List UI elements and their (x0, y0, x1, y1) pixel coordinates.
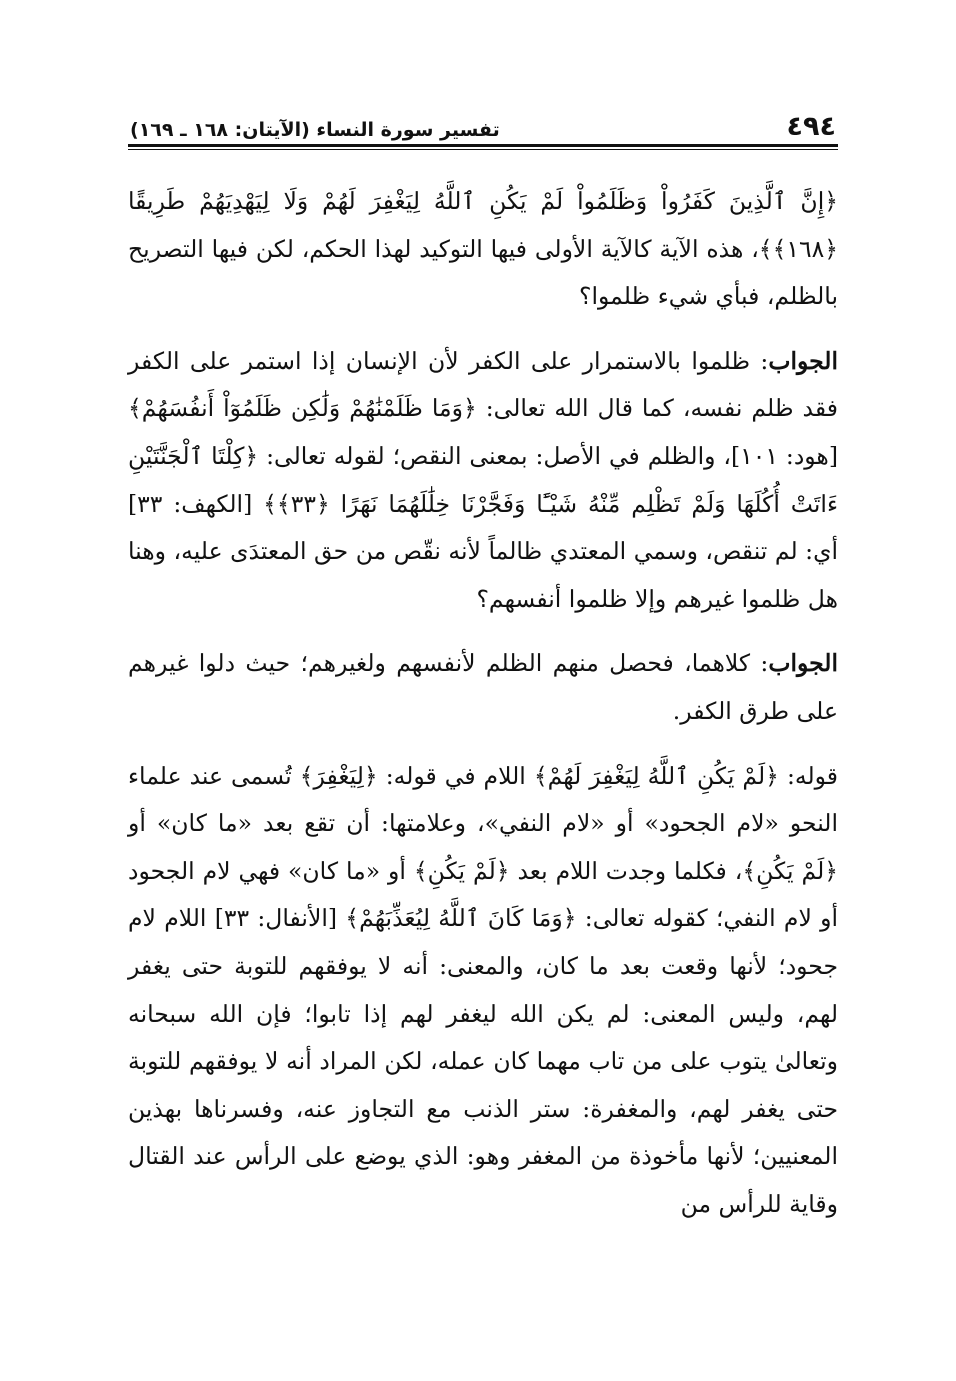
page-number: ٤٩٤ (786, 111, 836, 142)
quran-verse: ﴿وَمَا كَانَ ٱللَّهُ لِيُعَذِّبَهُمْ﴾ (345, 904, 577, 933)
quran-verse: ﴿لِيَغْفِرَ﴾ (299, 761, 378, 790)
quran-verse: ﴿وَمَا ظَلَمْنَٰهُمْ وَلَٰكِن ظَلَمُوٓاْ أَنفُسَهُمْ﴾ (128, 394, 477, 423)
answer-label: الجواب (768, 346, 838, 375)
quran-verse: ﴿كِلْتَا ٱلْجَنَّتَيْنِ ءَاتَتْ أُكُلَهَا وَلَمْ تَظْلِم مِّنْهُ شَيْـًٔا وَفَجَّرْنَا خِلَٰلَهُمَا نَهَرًا ﴿٣٣﴾﴾ (128, 441, 839, 518)
page-header (128, 96, 838, 144)
quran-verse: ﴿إِنَّ ٱلَّذِينَ كَفَرُواْ وَظَلَمُواْ لَمْ يَكُنِ ٱللَّهُ لِيَغْفِرَ لَهُمْ وَلَا لِيَهْدِيَهُمْ طَرِيقًا ﴿١٦٨﴾﴾ (128, 187, 838, 263)
body-text: تُسمى عند علماء النحو «لام الجحود» أو «لام النفي»، وعلامتها: أن تقع بعد «ما كان» أو (128, 761, 838, 838)
paragraph-1 (128, 178, 838, 321)
header-rule (128, 144, 838, 150)
paragraph-4 (128, 753, 838, 1229)
body-text: أو «ما كان» فهي لام الجحود أو لام النفي؛ كقوله تعالى: (128, 856, 838, 933)
body-text: : كلاهما، فحصل منهم الظلم لأنفسهم ولغيرهم؛ حيث دلوا غيرهم على طرق الكفر. (128, 649, 838, 725)
answer-label: الجواب (768, 649, 838, 678)
body-text: : ظلموا بالاستمرار على الكفر لأن الإنسان إذا استمر على الكفر فقد ظلم نفسه، كما قال الله تعالى: (128, 346, 838, 423)
quran-verse: ﴿لَمْ يَكُنِ﴾ (742, 856, 839, 885)
body-text: [هود: ١٠١]، والظلم في الأصل: بمعنى النقص؛ لقوله تعالى: (258, 441, 838, 470)
running-title: تفسير سورة النساء (الآيتان: ١٦٨ ـ ١٦٩) (130, 119, 500, 141)
paragraph-3 (128, 640, 838, 735)
body-text: قوله: (778, 761, 838, 790)
body-text: [الكهف: ٣٣] أي: لم تنقص، وسمي المعتدي ظالماً لأنه نقّص من حق المعتدَى عليه، وهنا هل ظلموا غيرهم وإلا ظلموا أنفسهم؟ (128, 489, 838, 613)
body-text: اللام في قوله: (377, 761, 534, 790)
paragraph-2 (128, 338, 838, 624)
body-text: ، هذه الآية كالآية الأولى فيها التوكيد لهذا الحكم، لكن فيها التصريح بالظلم، فبأي شيء ظلموا؟ (128, 234, 838, 311)
quran-verse: ﴿لَمْ يَكُنِ﴾ (413, 856, 510, 885)
body-text: ، فكلما وجدت اللام بعد (509, 856, 743, 885)
quran-verse: ﴿لَمْ يَكُنِ ٱللَّهُ لِيَغْفِرَ لَهُمْ﴾ (533, 761, 779, 790)
body-text: [الأنفال: ٣٣] اللام لام جحود؛ لأنها وقعت بعد ما كان، والمعنى: أنه لا يوفقهم للتوبة حتى يغفر لهم، وليس المعنى: لم يكن الله ليغفر لهم إذا تابوا؛ فإن الله سبحانه وتعالىٰ يتوب على من تاب مهما كان عمله، لكن المراد أنه لا يوفقهم للتوبة حتى يغفر لهم، والمغفرة: ستر الذنب مع التجاوز عنه، وفسرناها بهذين المعنيين؛ لأنها مأخوذة من المغفر وهو: الذي يوضع على الرأس عند القتال وقاية للرأس من (128, 904, 838, 1218)
book-page (128, 96, 838, 1245)
